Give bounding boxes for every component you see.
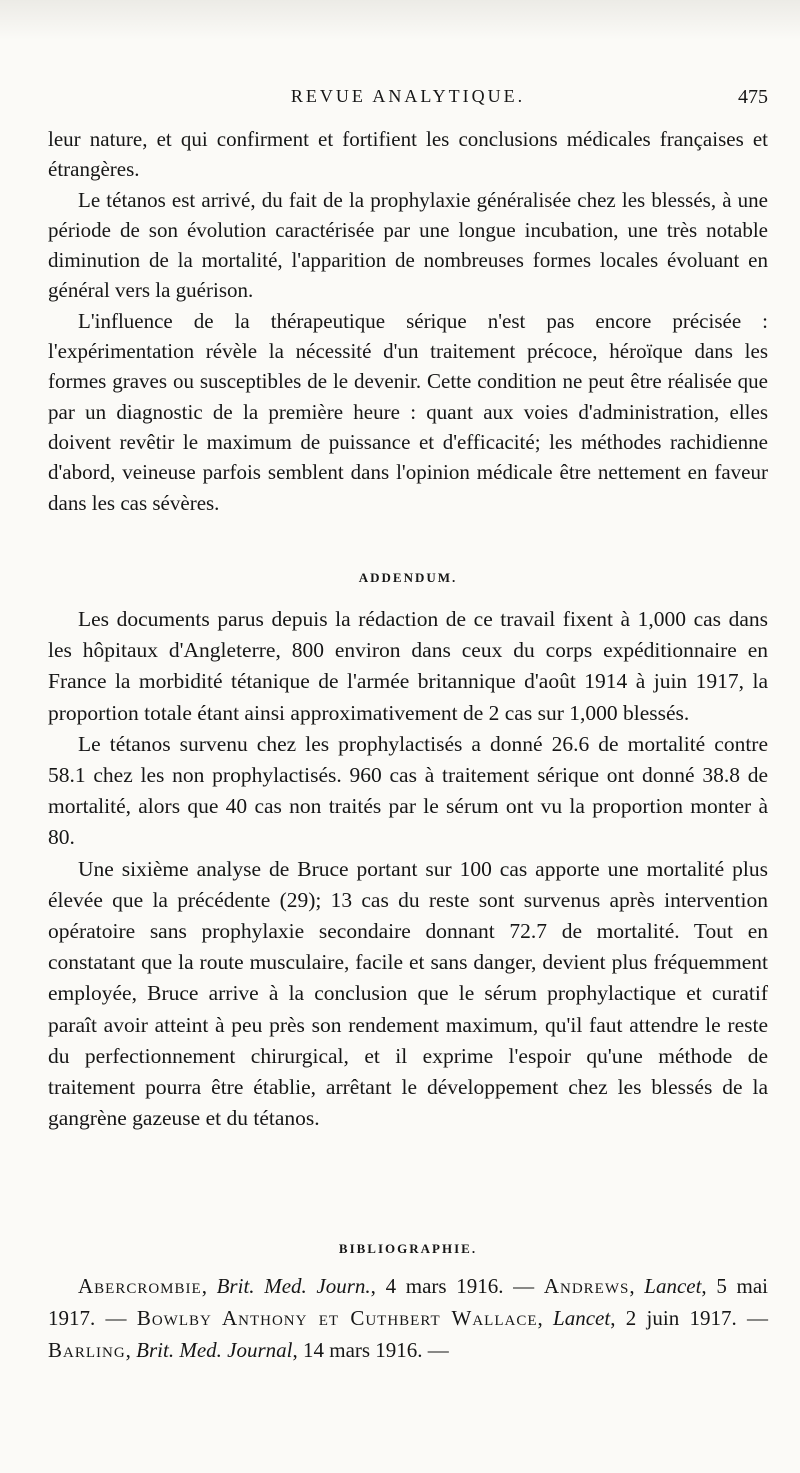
bibliography-paragraph: Abercrombie, Brit. Med. Journ., 4 mars 1916. — Andrews, Lancet, 5 mai 1917. — Bowlby Anthony et Cuthbert Wallace, Lancet, 2 juin 1917. — Barling, Brit. Med. Journal, 14 mars 1916. — bbox=[48, 1274, 769, 1362]
bibliography-heading: BIBLIOGRAPHIE. bbox=[338, 1241, 478, 1256]
addendum-heading: ADDENDUM. bbox=[358, 570, 458, 585]
paragraph-tetanos: Le tétanos est arrivé, du fait de la prophylaxie généralisée chez les blessés, à une période de son évolution caractérisée par une longue incubation, une très notable diminution de la mortalité, l'apparition de nombreuses formes locales évoluant en général vers la guérison. bbox=[48, 187, 768, 303]
journal-title: Brit. Med. Journal bbox=[136, 1338, 293, 1362]
paragraph-therapeutique: L'influence de la thérapeutique sérique n'est pas encore précisée : l'expérimentation révèle la nécessité d'un traitement précoce, héroïque dans les formes graves ou susceptibles de le devenir. Cette condition ne peut être réalisée que par un diagnostic de la première heure : quant aux voies d'administration, elles doivent revêtir le maximum de puissance et d'efficacité; les méthodes rachidienne d'abord, veineuse parfois semblent dans l'opinion médicale être nettement en faveur dans les cas sévères. bbox=[48, 308, 768, 515]
journal-title: Lancet bbox=[644, 1274, 702, 1298]
page-top-shading bbox=[0, 0, 800, 40]
addendum-text bbox=[48, 604, 768, 1134]
page-header bbox=[48, 86, 768, 116]
main-text bbox=[48, 124, 768, 518]
bibliography-entries bbox=[48, 1270, 768, 1366]
addendum-paragraph-1: Les documents parus depuis la rédaction de ce travail fixent à 1,000 cas dans les hôpitaux d'Angleterre, 800 environ dans ceux du corps expéditionnaire en France la morbidité tétanique de l'armée britannique d'août 1914 à juin 1917, la proportion totale étant ainsi approximativement de 2 cas sur 1,000 blessés. bbox=[48, 607, 768, 725]
author-barling: Barling bbox=[48, 1338, 126, 1362]
citation-date: , 2 juin 1917. — bbox=[610, 1306, 769, 1330]
page-number: 475 bbox=[738, 86, 768, 108]
author-andrews: Andrews bbox=[543, 1274, 630, 1298]
paragraph-continuation: leur nature, et qui confirment et fortifient les conclusions médicales françaises et étrangères. bbox=[48, 127, 768, 182]
citation-date: , 4 mars 1916. — bbox=[370, 1274, 544, 1298]
running-head: REVUE ANALYTIQUE. bbox=[290, 86, 526, 106]
journal-title: Brit. Med. Journ. bbox=[216, 1274, 371, 1298]
author-bowlby: Bowlby Anthony et Cuthbert Wallace bbox=[136, 1306, 538, 1330]
citation-date: , 5 mai 1917. — bbox=[48, 1274, 768, 1330]
citation-date: , 14 mars 1916. — bbox=[292, 1338, 449, 1362]
addendum-paragraph-3: Une sixième analyse de Bruce portant sur 100 cas apporte une mortalité plus élevée que la précédente (29); 13 cas du reste sont survenus après intervention opératoire sans prophylaxie secondaire donnant 72.7 de mortalité. Tout en constatant que la route musculaire, facile et sans danger, devient plus fréquemment employée, Bruce arrive à la conclusion que le sérum prophylactique et curatif paraît avoir atteint à peu près son rendement maximum, qu'il faut attendre le reste du perfectionnement chirurgical, et il exprime l'espoir qu'une méthode de traitement pourra être établie, arrêtant le développement chez les blessés de la gangrène gazeuse et du tétanos. bbox=[48, 856, 768, 1131]
journal-title: Lancet bbox=[553, 1306, 611, 1330]
addendum-paragraph-2: Le tétanos survenu chez les prophylactisés a donné 26.6 de mortalité contre 58.1 chez les non prophylactisés. 960 cas à traitement sérique ont donné 38.8 de mortalité, alors que 40 cas non traités par le sérum ont vu la proportion monter à 80. bbox=[48, 731, 768, 850]
author-abercrombie: Abercrombie bbox=[78, 1274, 202, 1298]
